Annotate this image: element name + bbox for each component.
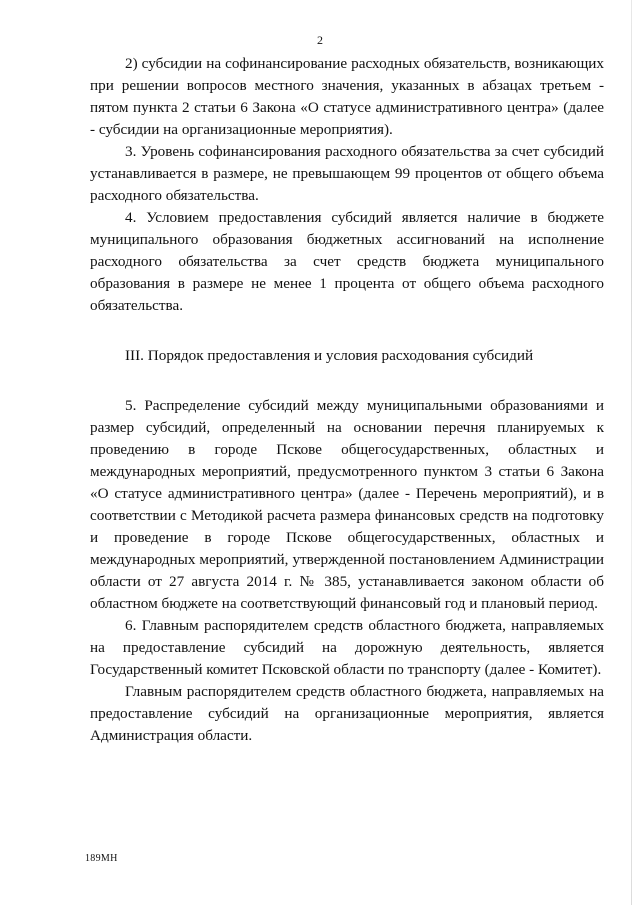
footer-code: 189МН [85,853,118,864]
paragraph-cofinancing-level: 3. Уровень софинансирования расходного обязательства за счет субсидий устанавливается в размере, не превышающем 99 процентов от общего объема расходного обязательства. [90,143,604,204]
document-body [90,53,604,747]
paragraph-main-manager-road: 6. Главным распорядителем средств областного бюджета, направляемых на предоставление субсидий на дорожную деятельность, является Государственный комитет Псковской области по транспорту (далее - Комитет). [90,617,604,678]
section-heading: III. Порядок предоставления и условия расходования субсидий [125,347,534,364]
paragraph-distribution: 5. Распределение субсидий между муниципальными образованиями и размер субсидий, определенный на основании перечня планируемых к проведению в городе Пскове общегосударственных, областных и международных мероприятий, предусмотренного пунктом 3 статьи 6 Закона «О статусе административного центра» (далее - Перечень мероприятий), и в соответствии с Методикой расчета размера финансовых средств на подготовку и проведение в городе Пскове общегосударственных, областных и международных мероприятий, утвержденной постановлением Администрации области от 27 августа 2014 г. № 385, устанавливается законом области об областном бюджете на соответствующий финансовый год и плановый период. [90,397,604,612]
paragraph-conditions: 4. Условием предоставления субсидий является наличие в бюджете муниципального образования бюджетных ассигнований на исполнение расходного обязательства за счет средств бюджета муниципального образования в размере не менее 1 процента от общего объема расходного обязательства. [90,209,604,314]
scan-edge-line [631,0,632,905]
paragraph-subsidies-organizational: 2) субсидии на софинансирование расходных обязательств, возникающих при решении вопросов местного значения, указанных в абзацах третьем - пятом пункта 2 статьи 6 Закона «О статусе административного центра» (далее - субсидии на организационные мероприятия). [90,55,604,138]
paragraph-main-manager-organizational: Главным распорядителем средств областного бюджета, направляемых на предоставление субсидий на организационные мероприятия, является Администрация области. [90,683,604,744]
page-number: 2 [317,33,323,47]
